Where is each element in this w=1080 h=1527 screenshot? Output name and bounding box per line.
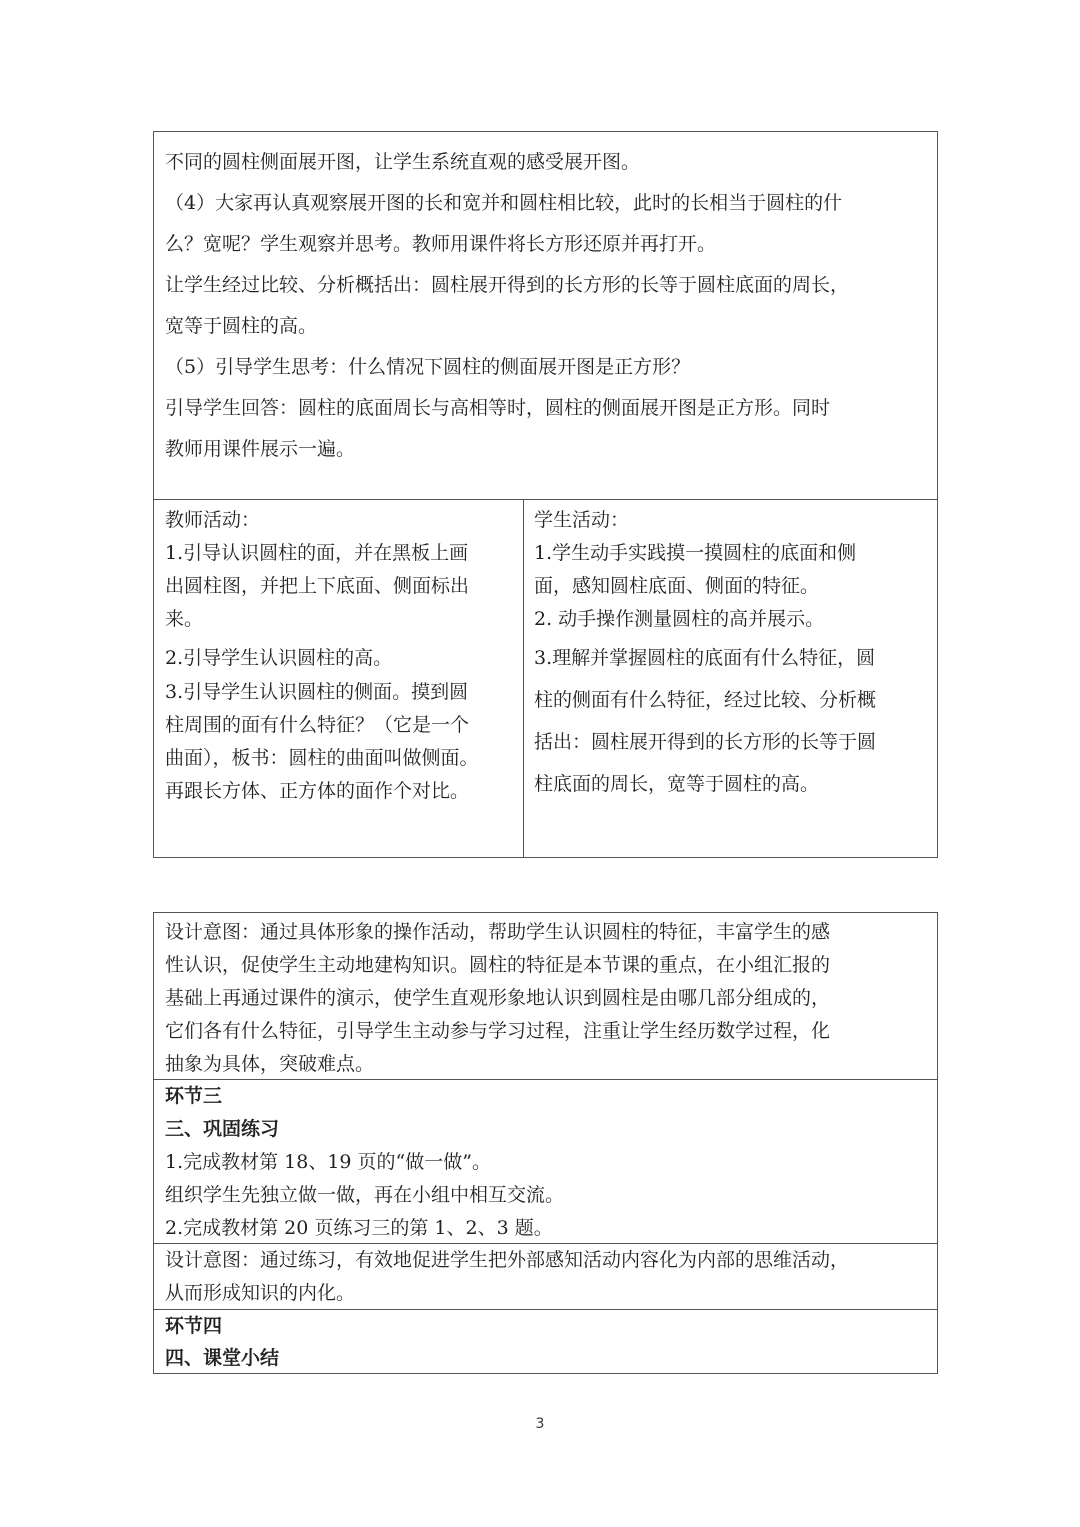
teacher-line: 2.引导学生认识圆柱的高。 [165, 647, 393, 669]
design-line: 它们各有什么特征，引导学生主动参与学习过程，注重让学生经历数学过程，化 [165, 1020, 831, 1042]
section-label: 环节四 [165, 1315, 223, 1337]
intro-line: 宽等于圆柱的高。 [165, 315, 318, 337]
intro-line: （4）大家再认真观察展开图的长和宽并和圆柱相比较，此时的长相当于圆柱的什 [165, 192, 843, 214]
intro-line: 么？宽呢？学生观察并思考。教师用课件将长方形还原并再打开。 [165, 233, 717, 255]
teacher-line: 再跟长方体、正方体的面作个对比。 [165, 780, 470, 802]
teacher-activity-cell [165, 504, 479, 808]
student-line: 柱底面的周长，宽等于圆柱的高。 [534, 773, 820, 795]
section-three-cell [165, 1080, 564, 1245]
student-activity-cell [534, 504, 876, 805]
design-line: 从而形成知识的内化。 [165, 1282, 356, 1304]
design-line: 抽象为具体，突破难点。 [165, 1053, 375, 1075]
section-four-cell [165, 1310, 279, 1374]
teacher-line: 1.引导认识圆柱的面，并在黑板上画 [165, 542, 469, 564]
design-intent-cell-2 [165, 1244, 849, 1310]
teacher-line: 柱周围的面有什么特征？（它是一个 [165, 714, 470, 736]
intro-line: 教师用课件展示一遍。 [165, 438, 356, 460]
design-line: 设计意图：通过具体形象的操作活动，帮助学生认识圆柱的特征，丰富学生的感 [165, 921, 831, 943]
section-title: 三、巩固练习 [165, 1118, 280, 1140]
exercise-line: 2.完成教材第 20 页练习三的第 1、2、3 题。 [165, 1217, 553, 1239]
student-line: 3.理解并掌握圆柱的底面有什么特征，圆 [534, 647, 876, 669]
intro-line: （5）引导学生思考：什么情况下圆柱的侧面展开图是正方形？ [165, 356, 691, 378]
page-number: 3 [535, 1416, 545, 1432]
teacher-heading: 教师活动： [165, 509, 261, 531]
lesson-table-bottom [153, 912, 938, 1374]
exercise-line: 组织学生先独立做一做，再在小组中相互交流。 [165, 1184, 565, 1206]
lesson-table-top [153, 131, 938, 858]
student-line: 2. 动手操作测量圆柱的高并展示。 [534, 608, 825, 630]
section-title: 四、课堂小结 [165, 1347, 280, 1369]
student-heading: 学生活动： [534, 509, 630, 531]
intro-cell [165, 142, 849, 470]
design-line: 性认识，促使学生主动地建构知识。圆柱的特征是本节课的重点，在小组汇报的 [165, 954, 831, 976]
exercise-line: 1.完成教材第 18、19 页的“做一做”。 [165, 1151, 491, 1173]
design-intent-cell [165, 916, 830, 1081]
teacher-line: 来。 [165, 608, 204, 630]
teacher-line: 曲面），板书：圆柱的曲面叫做侧面。 [165, 747, 479, 769]
design-line: 基础上再通过课件的演示，使学生直观形象地认识到圆柱是由哪几部分组成的， [165, 987, 831, 1009]
row-divider [154, 499, 937, 500]
student-line: 柱的侧面有什么特征，经过比较、分析概 [534, 689, 877, 711]
student-line: 面，感知圆柱底面、侧面的特征。 [534, 575, 820, 597]
column-divider [523, 499, 524, 857]
intro-line: 引导学生回答：圆柱的底面周长与高相等时，圆柱的侧面展开图是正方形。同时 [165, 397, 831, 419]
intro-line: 让学生经过比较、分析概括出：圆柱展开得到的长方形的长等于圆柱底面的周长， [165, 274, 850, 296]
design-line: 设计意图：通过练习，有效地促进学生把外部感知活动内容化为内部的思维活动， [165, 1249, 850, 1271]
intro-line: 不同的圆柱侧面展开图，让学生系统直观的感受展开图。 [165, 151, 641, 173]
student-line: 1.学生动手实践摸一摸圆柱的底面和侧 [534, 542, 857, 564]
teacher-line: 出圆柱图，并把上下底面、侧面标出 [165, 575, 470, 597]
student-line: 括出：圆柱展开得到的长方形的长等于圆 [534, 731, 877, 753]
teacher-line: 3.引导学生认识圆柱的侧面。摸到圆 [165, 681, 469, 703]
section-label: 环节三 [165, 1085, 223, 1107]
